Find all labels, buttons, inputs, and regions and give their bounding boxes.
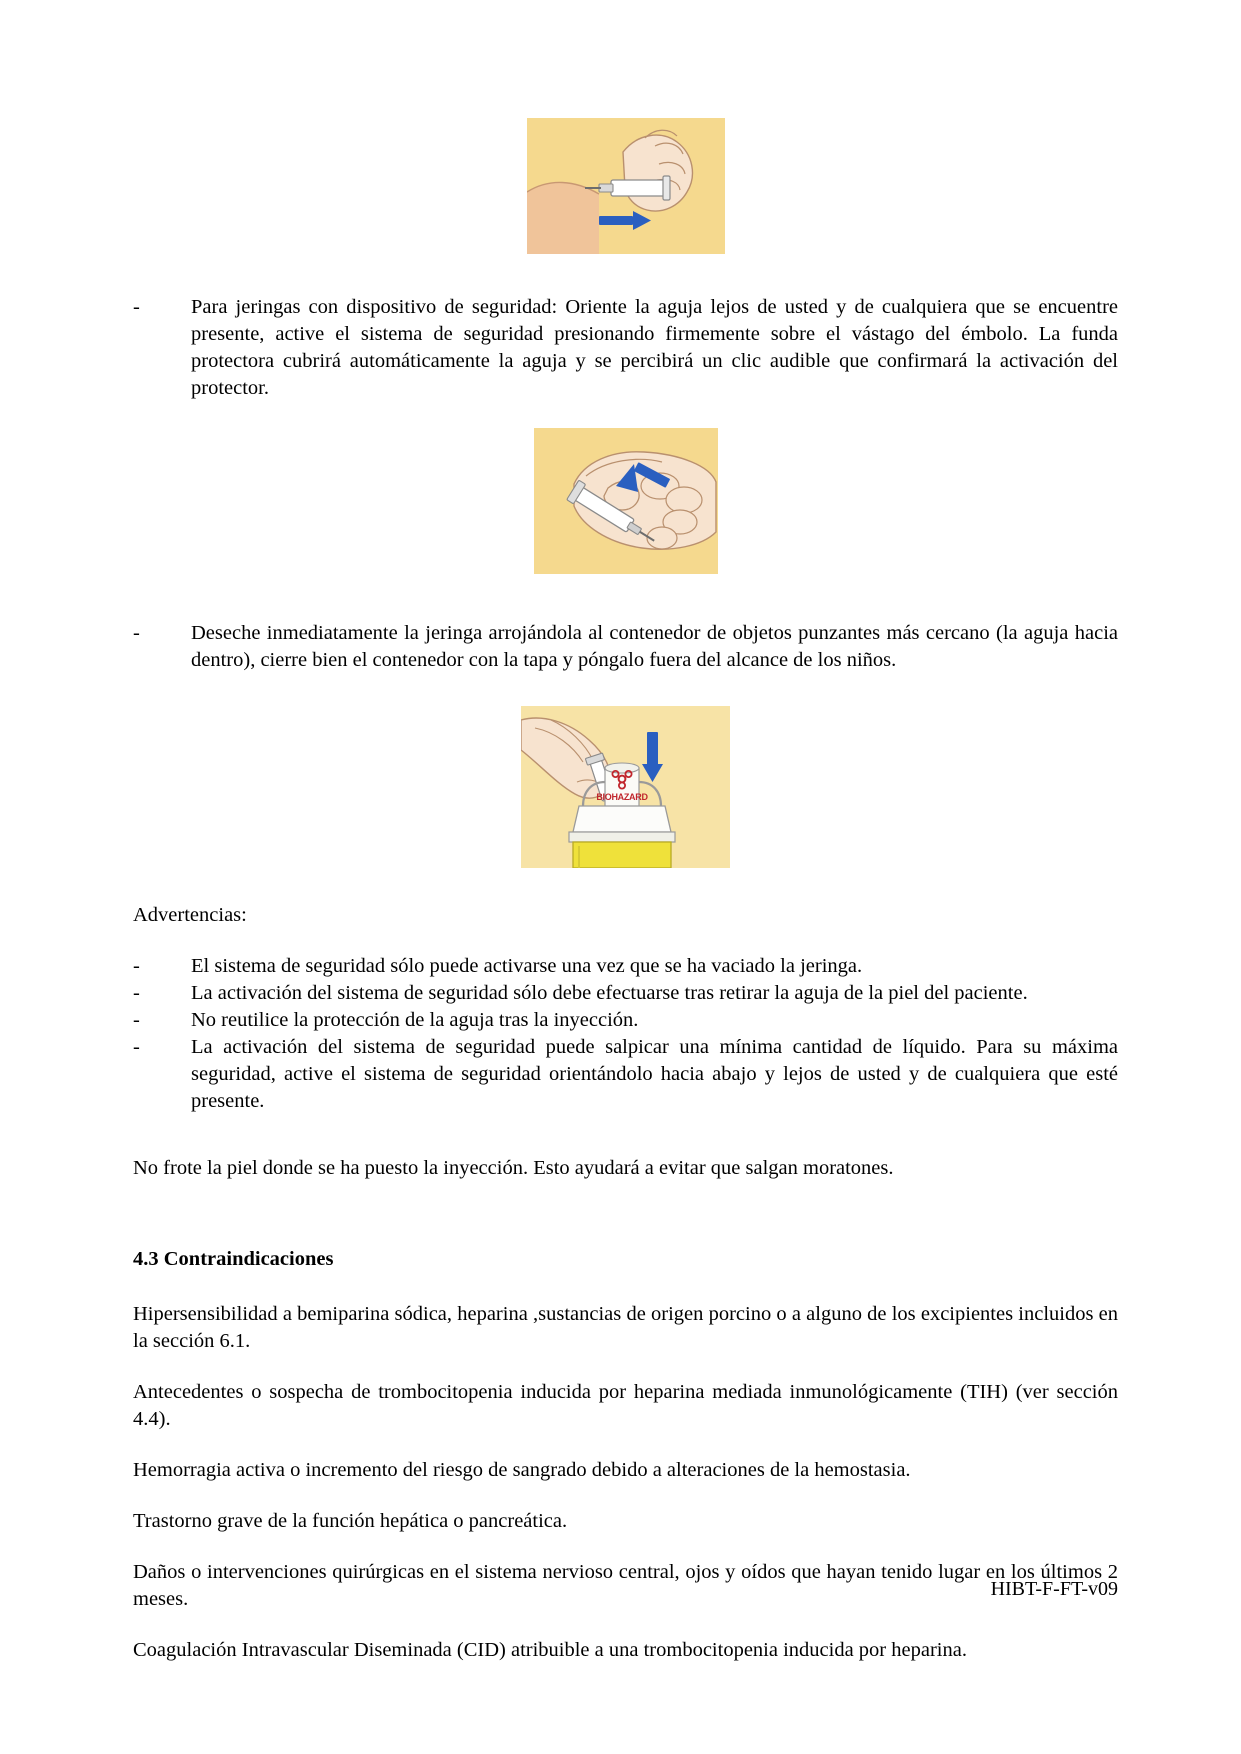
contraindication-paragraph-1: Hipersensibilidad a bemiparina sódica, heparina ,sustancias de origen porcino o a alguno de los excipientes incluidos en la sección 6.1. <box>133 1303 1118 1352</box>
figure-3-container <box>133 694 1118 868</box>
bullet-marker: - <box>133 982 140 1004</box>
warning-bullet-3 <box>133 1007 1118 1034</box>
contraindication-paragraph-2: Antecedentes o sospecha de trombocitopenia inducida por heparina mediada inmunológicamente (TIH) (ver sección 4.4). <box>133 1381 1118 1430</box>
warning-bullet-1-text: El sistema de seguridad sólo puede activarse una vez que se ha vaciado la jeringa. <box>191 955 863 977</box>
bullet-marker: - <box>133 296 140 318</box>
figure-1-container <box>133 0 1118 254</box>
section-4-3-heading: 4.3 Contraindicaciones <box>133 1248 334 1270</box>
biohazard-label: BIOHAZARD <box>596 792 648 802</box>
instruction-bullet-1-text: Para jeringas con dispositivo de seguridad: Oriente la aguja lejos de usted y de cualquiera que se encuentre presente, active el sistema de seguridad presionando firmemente sobre el vástago del émbolo. La funda protectora cubrirá automáticamente la aguja y se percibirá un clic audible que confirmará la activación del protector. <box>191 296 1118 399</box>
bullet-marker: - <box>133 622 140 644</box>
warning-bullet-1 <box>133 953 1118 980</box>
safety-device-activation-illustration <box>534 428 718 574</box>
warning-bullet-4-text: La activación del sistema de seguridad puede salpicar una mínima cantidad de líquido. Para su máxima seguridad, active el sistema de seguridad orientándolo hacia abajo y lejos de usted y de cualquiera que esté presente. <box>191 1036 1118 1112</box>
warning-bullet-2-text: La activación del sistema de seguridad sólo debe efectuarse tras retirar la aguja de la piel del paciente. <box>191 982 1028 1004</box>
instruction-bullet-2 <box>133 620 1118 674</box>
after-injection-note: No frote la piel donde se ha puesto la inyección. Esto ayudará a evitar que salgan moratones. <box>133 1157 894 1179</box>
sharps-biohazard-container-illustration <box>521 706 730 868</box>
contraindication-paragraph-6: Coagulación Intravascular Diseminada (CID) atribuible a una trombocitopenia inducida por heparina. <box>133 1639 967 1661</box>
instruction-bullet-2-text: Deseche inmediatamente la jeringa arrojándola al contenedor de objetos punzantes más cercano (la aguja hacia dentro), cierre bien el contenedor con la tapa y póngalo fuera del alcance de los niños. <box>191 622 1118 671</box>
bullet-marker: - <box>133 1036 140 1058</box>
page-content <box>133 0 1118 1664</box>
syringe-injection-into-skin-illustration <box>527 118 725 254</box>
bullet-marker: - <box>133 955 140 977</box>
contraindication-paragraph-3: Hemorragia activa o incremento del riesgo de sangrado debido a alteraciones de la hemostasia. <box>133 1459 911 1481</box>
instruction-bullet-1 <box>133 294 1118 402</box>
contraindication-paragraph-4: Trastorno grave de la función hepática o pancreática. <box>133 1510 568 1532</box>
warning-bullet-3-text: No reutilice la protección de la aguja tras la inyección. <box>191 1009 639 1031</box>
bullet-marker: - <box>133 1009 140 1031</box>
figure-2-container <box>133 418 1118 574</box>
warning-bullet-2 <box>133 980 1118 1007</box>
warning-bullet-4 <box>133 1034 1118 1115</box>
warnings-title: Advertencias: <box>133 904 247 926</box>
contraindication-paragraph-5: Daños o intervenciones quirúrgicas en el sistema nervioso central, ojos y oídos que hayan tenido lugar en los últimos 2 meses. <box>133 1561 1118 1610</box>
footer-document-code: HIBT-F-FT-v09 <box>990 1578 1118 1600</box>
